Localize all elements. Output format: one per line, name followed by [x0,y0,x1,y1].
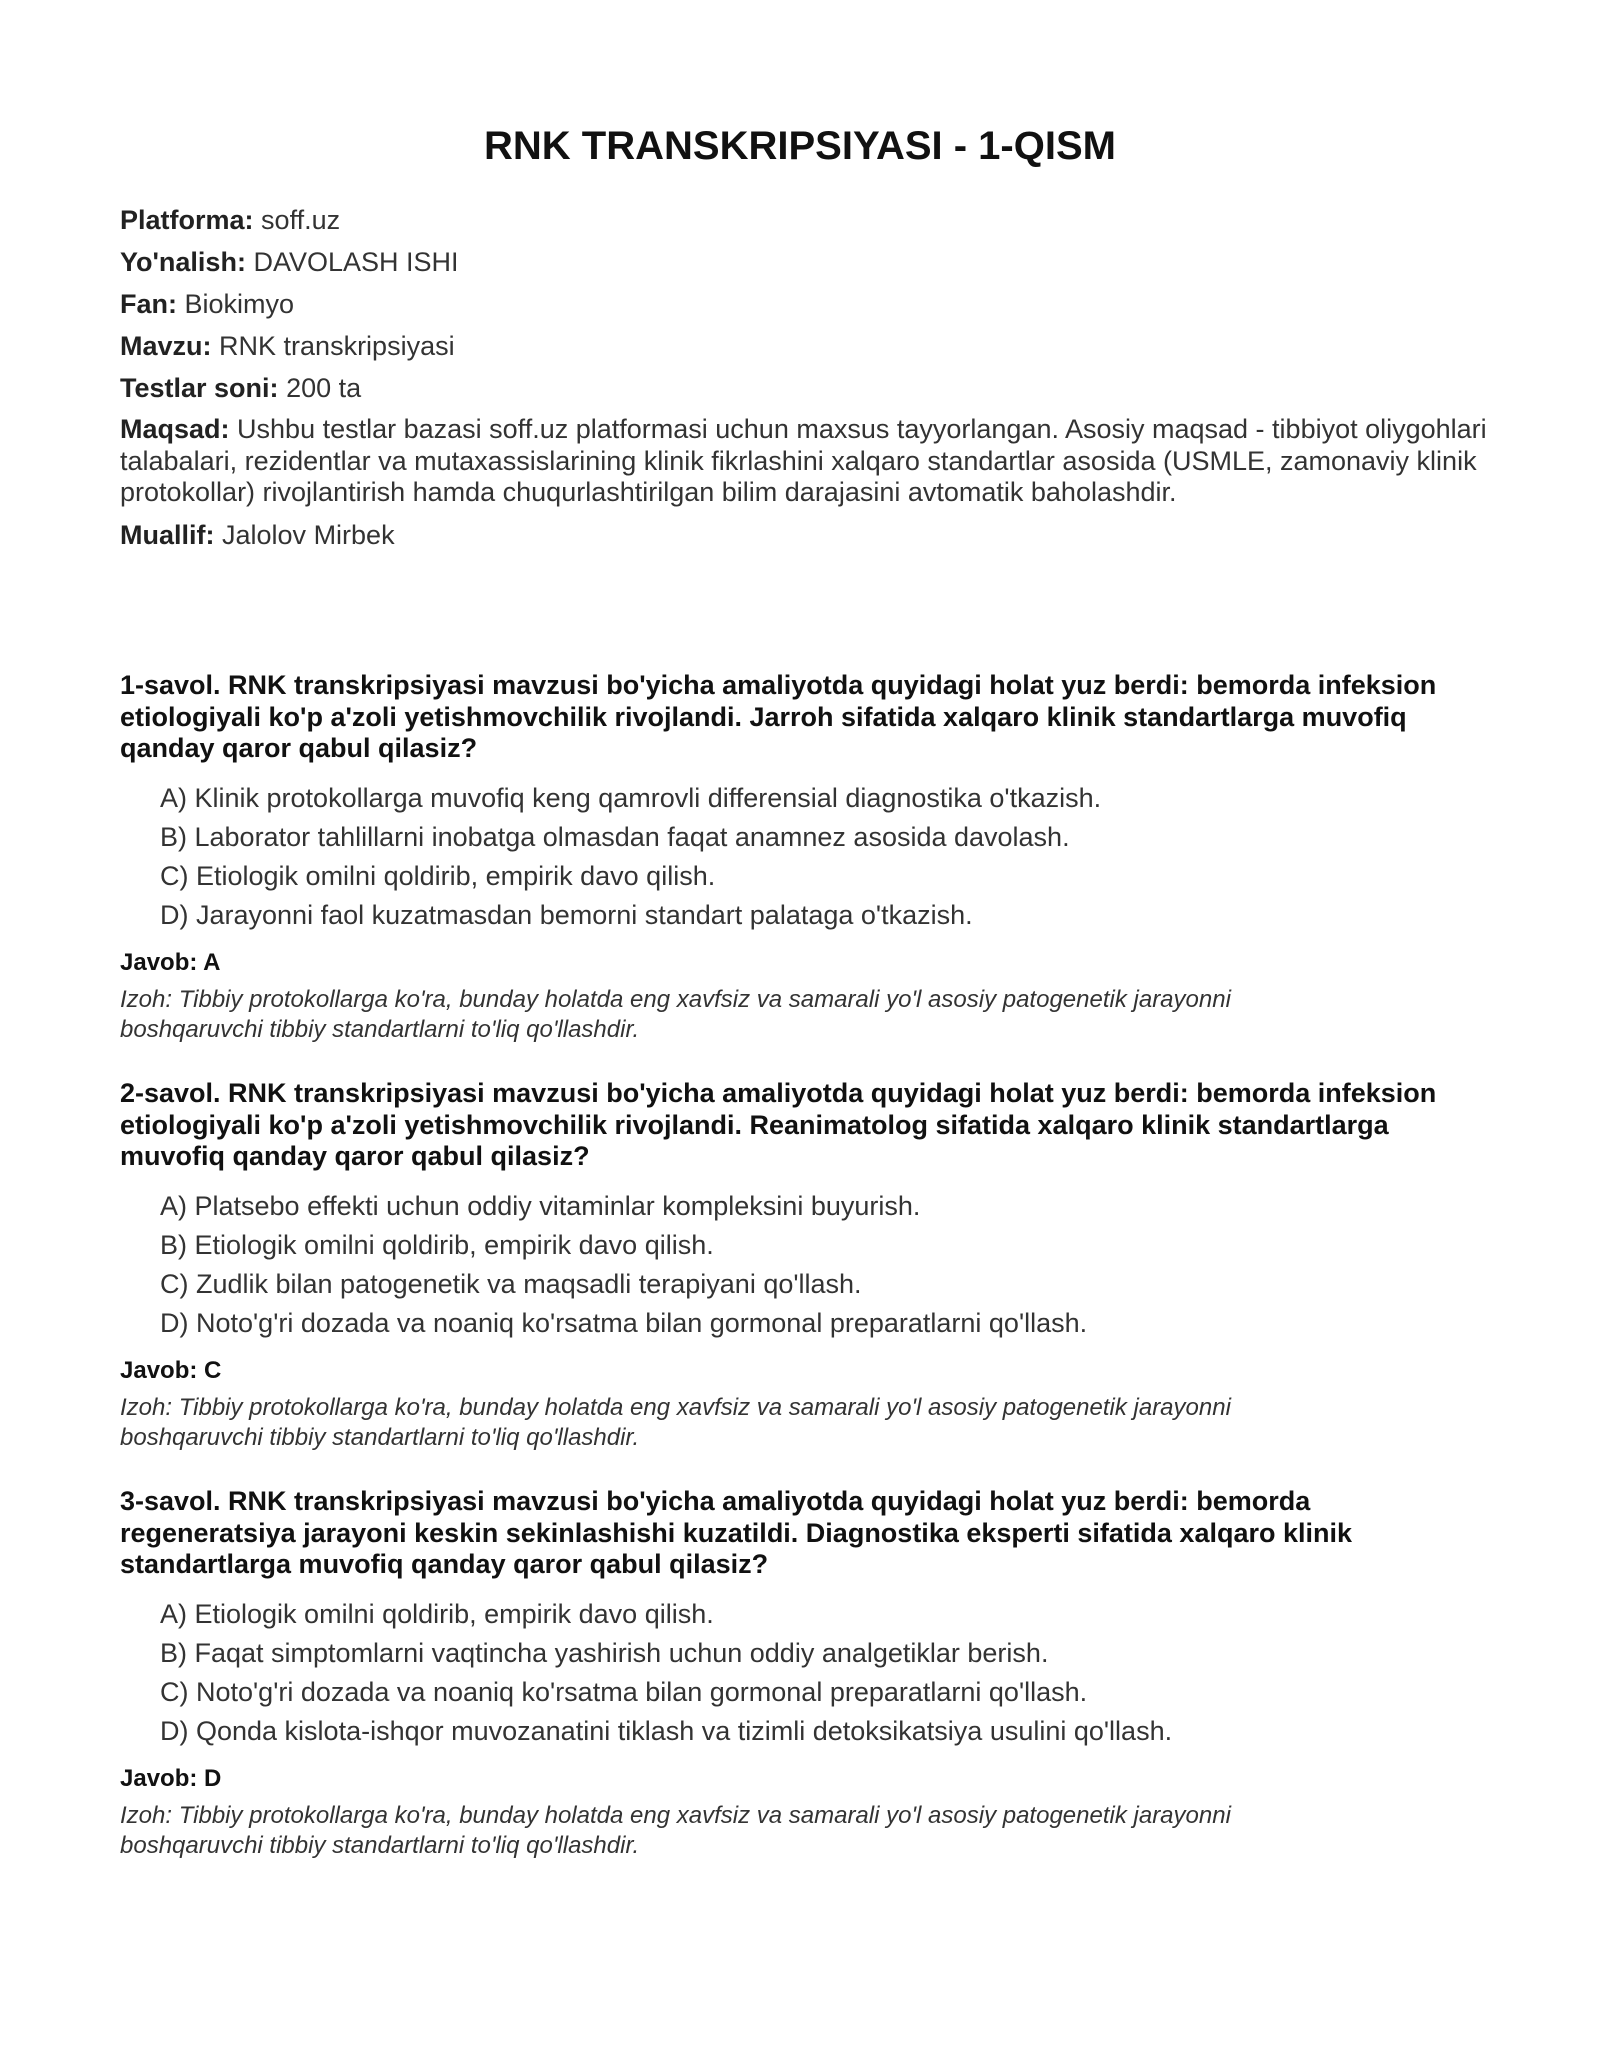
meta-platform [120,204,1490,236]
option-a: A) Etiologik omilni qoldirib, empirik davo qilish. [160,1598,714,1629]
explanation-note: Izoh: Tibbiy protokollarga ko'ra, bunday holatda eng xavfsiz va samarali yo'l asosiy patogenetik jarayonni boshqaruvchi tibbiy standartlarni to'liq qo'llashdir. [120,1393,1231,1451]
explanation-note: Izoh: Tibbiy protokollarga ko'ra, bunday holatda eng xavfsiz va samarali yo'l asosiy patogenetik jarayonni boshqaruvchi tibbiy standartlarni to'liq qo'llashdir. [120,1801,1231,1859]
meta-label: Testlar soni: [120,373,279,403]
question-text: 3-savol. RNK transkripsiyasi mavzusi bo'yicha amaliyotda quyidagi holat yuz berdi: bemorda regeneratsiya jarayoni keskin sekinlashishi kuzatildi. Diagnostika eksperti sifatida xalqaro klinik standartlarga muvofiq qanday qaror qabul qilasiz? [120,1486,1353,1579]
options-list [120,1187,1490,1343]
meta-goal [120,414,1490,509]
option-b: B) Laborator tahlillarni inobatga olmasdan faqat anamnez asosida davolash. [160,821,1070,852]
options-list [120,1595,1490,1751]
option-a: A) Platsebo effekti uchun oddiy vitaminlar kompleksini buyurish. [160,1190,921,1221]
meta-label: Mavzu: [120,331,212,361]
option-c: C) Noto'g'ri dozada va noaniq ko'rsatma bilan gormonal preparatlarni qo'llash. [160,1676,1088,1707]
option-b: B) Faqat simptomlarni vaqtincha yashirish uchun oddiy analgetiklar berish. [160,1637,1049,1668]
option-d: D) Jarayonni faol kuzatmasdan bemorni standart palataga o'tkazish. [160,899,973,930]
options-list [120,779,1490,935]
meta-label: Yo'nalish: [120,247,246,277]
meta-value: RNK transkripsiyasi [219,331,455,361]
document-title: RNK TRANSKRIPSIYASI - 1-QISM [484,124,1116,168]
explanation-note: Izoh: Tibbiy protokollarga ko'ra, bunday holatda eng xavfsiz va samarali yo'l asosiy patogenetik jarayonni boshqaruvchi tibbiy standartlarni to'liq qo'llashdir. [120,985,1231,1043]
question-block [120,1486,1490,1894]
meta-label: Platforma: [120,205,254,235]
option-d: D) Qonda kislota-ishqor muvozanatini tiklash va tizimli detoksikatsiya usulini qo'llash. [160,1715,1173,1746]
meta-subject [120,288,1490,320]
question-text: 2-savol. RNK transkripsiyasi mavzusi bo'yicha amaliyotda quyidagi holat yuz berdi: bemorda infeksion etiologiyali ko'p a'zoli yetishmovchilik rivojlandi. Reanimatolog sifatida xalqaro klinik standartlarga muvofiq qanday qaror qabul qilasiz? [120,1078,1437,1171]
question-block [120,1078,1490,1486]
option-c: C) Zudlik bilan patogenetik va maqsadli terapiyani qo'llash. [160,1268,862,1299]
question-text: 1-savol. RNK transkripsiyasi mavzusi bo'yicha amaliyotda quyidagi holat yuz berdi: bemorda infeksion etiologiyali ko'p a'zoli yetishmovchilik rivojlandi. Jarroh sifatida xalqaro klinik standartlarga muvofiq qanday qaror qabul qilasiz? [120,670,1437,763]
meta-label: Muallif: [120,519,215,550]
option-d: D) Noto'g'ri dozada va noaniq ko'rsatma bilan gormonal preparatlarni qo'llash. [160,1307,1088,1338]
meta-topic [120,330,1490,362]
option-a: A) Klinik protokollarga muvofiq keng qamrovli differensial diagnostika o'tkazish. [160,782,1102,813]
option-b: B) Etiologik omilni qoldirib, empirik davo qilish. [160,1229,714,1260]
meta-value: soff.uz [261,205,341,235]
meta-value: DAVOLASH ISHI [253,247,459,277]
answer-label: Javob: D [120,1764,222,1792]
meta-author [120,519,1490,551]
meta-value: Biokimyo [184,289,295,319]
option-c: C) Etiologik omilni qoldirib, empirik davo qilish. [160,860,716,891]
meta-test-count [120,372,1490,404]
meta-direction [120,246,1490,278]
meta-label: Fan: [120,289,177,319]
meta-value: 200 ta [286,373,362,403]
meta-value: Ushbu testlar bazasi soff.uz platformasi uchun maxsus tayyorlangan. Asosiy maqsad - tibbiyot oliygohlari talabalari, rezidentlar va mutaxassislarining klinik fikrlashini xalqaro standartlar asosida (USMLE, zamonaviy klinik protokollar) rivojlantirish hamda chuqurlashtirilgan bilim darajasini avtomatik baholashdir. [120,414,1487,507]
answer-label: Javob: C [120,1356,222,1384]
questions-list [120,670,1490,1894]
meta-label: Maqsad: [120,414,230,444]
question-block [120,670,1490,1078]
metadata-section [120,204,1490,561]
meta-value: Jalolov Mirbek [222,519,395,550]
answer-label: Javob: A [120,948,221,976]
